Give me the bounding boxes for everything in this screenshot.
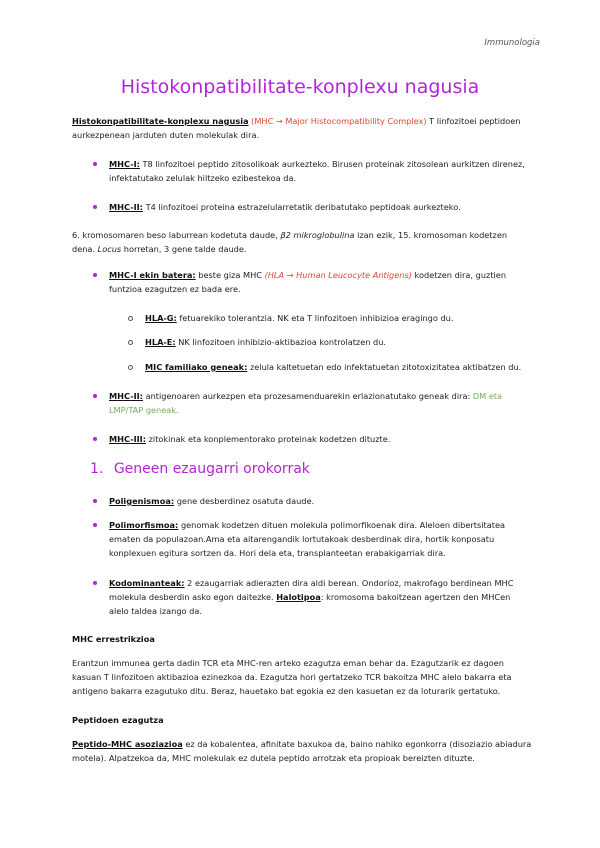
term: Halotipoa [276, 592, 321, 602]
restriction-heading: MHC errestrikzioa [72, 634, 155, 644]
italic-term: β2 mikroglobulina [280, 230, 355, 240]
term: Peptido-MHC asoziazioa [72, 739, 183, 749]
list-item-kodominanteak [109, 576, 529, 618]
gene-list: DM eta LMP/TAP geneak. [109, 391, 503, 415]
peptide-heading: Peptidoen ezagutza [72, 715, 164, 725]
term: HLA-E: [145, 337, 176, 347]
item-text: zitokinak eta konplementorako proteinak kodetzen dituzte. [146, 434, 391, 444]
item-text: beste giza MHC [195, 270, 265, 280]
term: MHC-I ekin batera: [109, 270, 196, 280]
header-subject: Immunologia [484, 38, 540, 48]
intro-abbr: (MHC → Major Histocompatibility Complex) [251, 116, 427, 126]
item-text: antigenoaren aurkezpen eta prozesamenduarekin erlazionatutako geneak dira: [142, 391, 473, 401]
term: HLA-G: [145, 313, 177, 323]
item-text: gene desberdinez osatuta daude. [174, 496, 315, 506]
item-text: fetuarekiko tolerantzia. NK eta T linfozitoen inhibizioa eragingo du. [176, 313, 454, 323]
section-title: Geneen ezaugarri orokorrak [113, 461, 310, 477]
item-text: kodetzen dira, guztien funtzioa ezagutzen ez bada ere. [109, 270, 507, 294]
item-text: NK linfozitoen inhibizio-aktibazioa kontrolatzen du. [175, 337, 387, 347]
list-item-polimorfismoa [109, 518, 529, 560]
sub-item-mic [145, 360, 535, 374]
bullet-icon [93, 581, 97, 585]
sub-bullet-icon [128, 316, 133, 321]
sub-bullet-icon [128, 365, 133, 370]
term: MHC-II: [109, 202, 143, 212]
item-text: genomak kodetzen dituen molekula polimorfikoenak dira. Aleloen dibertsitatea ematen da populazoan.Ama eta aitarengandik lortutakoak desberdinak dira, hortik konposatu konplexuen egitura sortzen da. Hori dela eta, transplanteetan erabakigarriak dira. [109, 520, 506, 558]
section-number: 1. [90, 461, 104, 477]
section-heading [90, 460, 310, 478]
text: izan ezik, 15. kromosoman kodetzen dena. [72, 230, 508, 254]
bullet-icon [93, 162, 97, 166]
intro-paragraph [72, 114, 532, 142]
list-item-mhc2-group [109, 389, 529, 417]
term: Kodominanteak: [109, 578, 185, 588]
page-title: Histokonpatibilitate-konplexu nagusia [120, 76, 480, 98]
bullet-icon [93, 437, 97, 441]
bullet-icon [93, 523, 97, 527]
intro-term: Histokonpatibilitate-konplexu nagusia [72, 116, 249, 126]
bullet-icon [93, 499, 97, 503]
bullet-icon [93, 394, 97, 398]
hla-abbr: (HLA → Human Leucocyte Antigens) [264, 270, 412, 280]
term: Polimorfismoa: [109, 520, 179, 530]
text: 6. kromosomaren beso laburrean kodetuta daude, [72, 230, 281, 240]
term: MHC-III: [109, 434, 147, 444]
peptide-paragraph [72, 737, 532, 765]
intro-text: T linfozitoei peptidoen aurkezpenean jarduten duten molekulak dira. [72, 116, 521, 140]
restriction-paragraph: Erantzun immunea gerta dadin TCR eta MHC-ren arteko ezagutza eman behar da. Ezagutzarik ez dagoen kasuan T linfozitoen aktibazioa ezinezkoa da. Ezagutza hori gertatzeko TCR bakoitza MHC alelo bakarra eta antigeno bakarra ezagutuko ditu. Beraz, hauetako bat egokia ez den kasuetan ez da loturarik gertatuko. [72, 658, 512, 696]
bullet-icon [93, 205, 97, 209]
item-text: T8 linfozitoei peptido zitosolikoak aurkezteko. Birusen proteinak zitosolean aurkitzen direnez, infektatutako zelulak hiltzeko ezibestekoa da. [109, 159, 525, 183]
chromosome-paragraph [72, 228, 532, 256]
bullet-icon [93, 273, 97, 277]
sub-item-hla-g [145, 311, 535, 325]
term: MIC familiako geneak: [145, 362, 248, 372]
list-item-mhc1-group [109, 268, 529, 296]
item-text: zelula kaltetuetan edo infektatuetan zitotoxizitatea aktibatzen du. [247, 362, 522, 372]
italic-term: Locus [97, 244, 122, 254]
sub-bullet-icon [128, 340, 133, 345]
sub-item-hla-e [145, 335, 535, 349]
paragraph-text: ez da kobalentea, afinitate baxukoa da, baino nahiko egonkorra (disoziazio abiadura motela). Alpatzekoa da, MHC molekulak ez dutela peptido arrotzak eta propioak bereizten dituzte. [72, 739, 532, 763]
item-text: T4 linfozitoei proteina estrazelularretatik deribatutako peptidoak aurkezteko. [142, 202, 461, 212]
list-item-poligenismoa [109, 494, 529, 508]
item-text: : kromosoma bakoitzean agertzen den MHCen alelo taldea izango da. [109, 592, 511, 616]
text: horretan, 3 gene talde daude. [121, 244, 247, 254]
list-item-mhc2 [109, 200, 529, 214]
term: MHC-II: [109, 391, 143, 401]
list-item-mhc1 [109, 157, 529, 185]
term: Poligenismoa: [109, 496, 175, 506]
item-text: 2 ezaugarriak adierazten dira aldi berean. Ondorioz, makrofago berdinean MHC molekula desberdin asko egon daitezke. [109, 578, 514, 602]
list-item-mhc3-group [109, 432, 529, 446]
term: MHC-I: [109, 159, 140, 169]
